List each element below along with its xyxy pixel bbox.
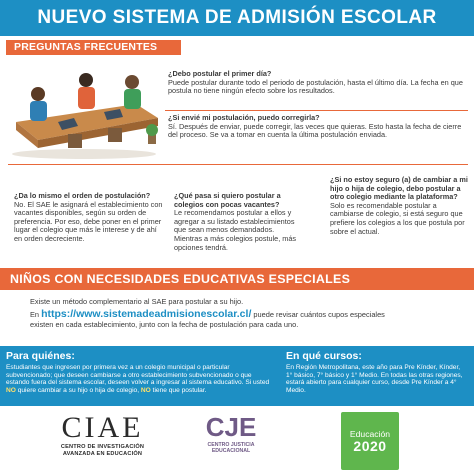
faq-header: PREGUNTAS FRECUENTES xyxy=(6,40,181,55)
faq-q5-question: ¿Si no estoy seguro (a) de cambiar a mi hijo o hija de colegio, debo postular a otro colegio mediante la plataforma? xyxy=(330,176,468,202)
para-quienes-text-b: quiere cambiar a su hijo o hija de colegio, xyxy=(15,386,141,394)
emphasis-no: NO xyxy=(6,386,16,394)
nee-line3: existen en cada establecimiento, junto con la fecha de postulación para cada uno. xyxy=(30,321,299,329)
faq-q3-answer: No. El SAE le asignará el establecimiento con vacantes disponibles, según su orden de preferencia. Por eso, debe poner en el primer lugar el colegio que más le interese y de ahí en orden decreciente. xyxy=(14,199,163,243)
faq-q3-question: ¿Da lo mismo el orden de postulación? xyxy=(14,192,151,200)
ciae-line2: AVANZADA EN EDUCACIÓN xyxy=(62,450,143,457)
page-title: NUEVO SISTEMA DE ADMISIÓN ESCOLAR xyxy=(37,7,437,28)
para-quienes-text-c: tiene que postular. xyxy=(150,386,207,394)
divider xyxy=(165,110,468,111)
faq-q4 xyxy=(174,192,304,266)
logos-row xyxy=(0,406,474,474)
faq-q4-question: ¿Qué pasa si quiero postular a colegios con pocas vacantes? xyxy=(174,192,281,209)
cje-logo xyxy=(203,412,259,470)
faq-q1-question: ¿Debo postular el primer día? xyxy=(168,70,272,78)
nee-line1: Existe un método complementario al SAE para postular a su hijo. xyxy=(30,298,244,306)
faq-q1-answer: Puede postular durante todo el periodo de postulación, hasta el último día. La fecha en que postula no tiene ningún efecto sobre los resultados. xyxy=(168,77,463,96)
divider xyxy=(8,164,468,165)
faq-q2 xyxy=(168,114,468,160)
para-quienes-column xyxy=(6,350,274,394)
ciae-mark: CIAE xyxy=(61,411,144,444)
nee-line2-prefix: En xyxy=(30,310,42,319)
title-bar xyxy=(0,0,474,36)
para-quienes-title: Para quiénes: xyxy=(6,350,75,362)
nee-line2 xyxy=(30,308,385,321)
para-quienes-text xyxy=(6,364,274,394)
faq-q5-answer: Solo es recomendable postular a cambiarse de colegio, si está seguro que prefiere los colegios a los que postula por sobre el actual. xyxy=(330,200,465,236)
faq-q1 xyxy=(168,70,468,108)
faq-q4-answer: Le recomendamos postular a ellos y agregar a su listado establecimientos que sean menos demandados. Mientras a más colegios postule, más opciones tendrá. xyxy=(174,208,297,252)
ciae-logo xyxy=(45,412,160,468)
cje-line2: EDUCACIONAL xyxy=(211,448,251,454)
nee-header: NIÑOS CON NECESIDADES EDUCATIVAS ESPECIALES xyxy=(0,268,474,290)
emphasis-no: NO xyxy=(140,386,151,394)
info-panel xyxy=(0,346,474,406)
cursos-text: En Región Metropolitana, este año para Pre Kínder, Kínder, 1° básico, 7° básico y 1° Medio. En todas las otras regiones, estará abierto para cualquier curso, desde Pre Kínder a 4° Medio. xyxy=(286,364,463,394)
cje-line1: CENTRO JUSTICIA xyxy=(207,442,255,448)
para-quienes-text-a: Estudiantes que ingresen por primera vez a un colegio municipal o particular subvencionado; que deseen cambiarse a otro establecimiento subvencionado o que estando fuera del sistema escolar, deseen volver a ingresar al sistema educativo. Si usted xyxy=(6,364,270,387)
cje-mark: CJE xyxy=(205,412,257,442)
faq-q2-question: ¿Si envié mi postulación, puedo corregirla? xyxy=(168,114,320,122)
cursos-title: En qué cursos: xyxy=(286,350,362,362)
nee-body xyxy=(0,290,474,346)
students-illustration xyxy=(8,60,160,160)
admission-website-link[interactable]: https://www.sistemadeadmisionescolar.cl/ xyxy=(41,308,252,320)
faq-q5 xyxy=(330,176,470,266)
edu-line2: 2020 xyxy=(353,437,387,454)
nee-line2-suffix: puede revisar cuántos cupos especiales xyxy=(251,310,385,319)
ciae-line1: CENTRO DE INVESTIGACIÓN xyxy=(60,444,145,450)
edu-line1: Educación xyxy=(349,428,391,439)
cursos-column xyxy=(286,350,468,394)
educacion-2020-logo xyxy=(341,412,399,470)
faq-q2-answer: Sí. Después de enviar, puede corregir, las veces que quieras. Esto hasta la fecha de cierre del proceso. Se va a tomar en cuenta la última postulación enviada. xyxy=(168,121,462,140)
faq-q3 xyxy=(14,192,164,264)
